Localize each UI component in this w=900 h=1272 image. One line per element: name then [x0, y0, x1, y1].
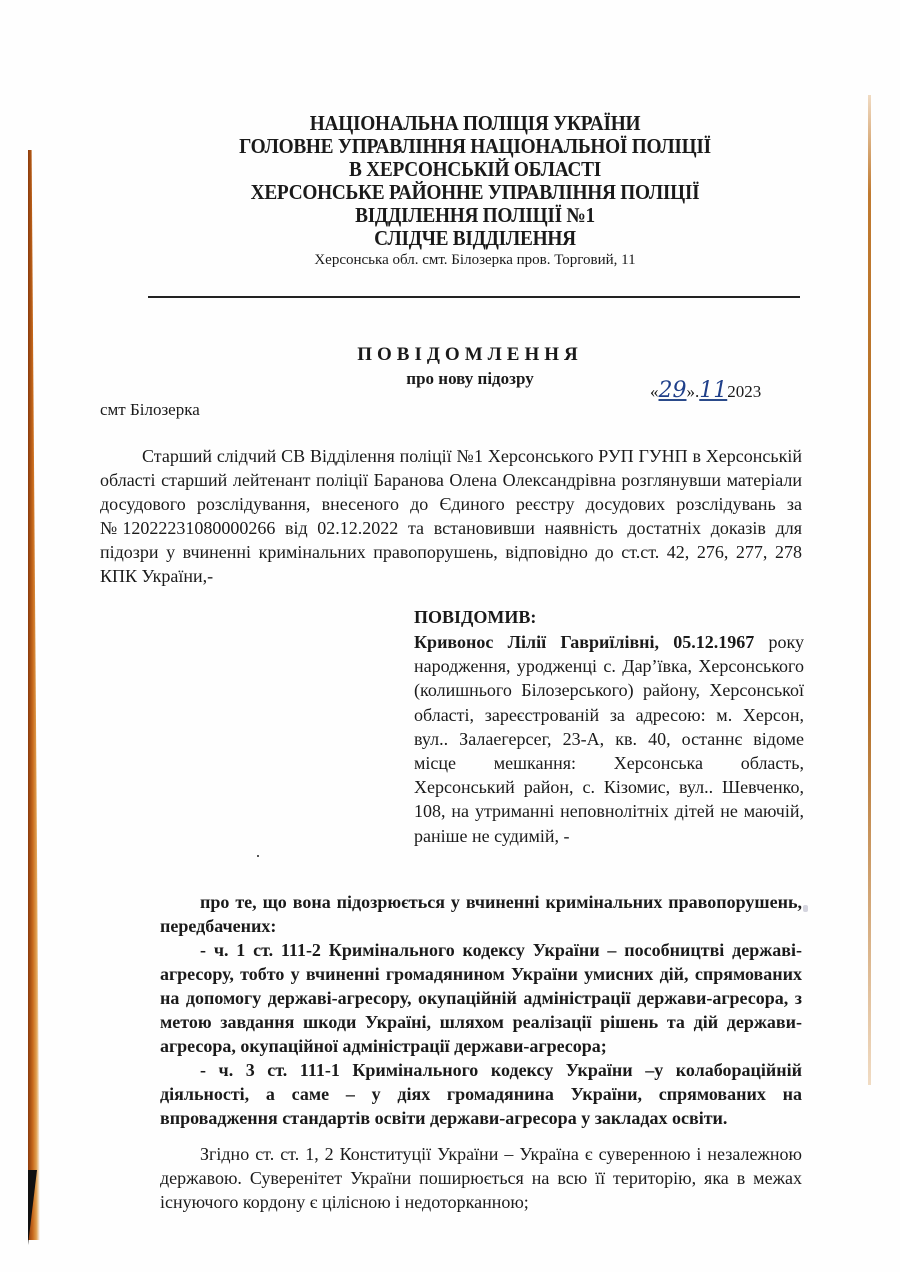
letterhead: [150, 112, 800, 269]
constitution-paragraph: Згідно ст. ст. 1, 2 Конституції України – Україна є суверенною і незалежною державою. Суверенітет України поширюється на всю її територію, яка в межах існуючого кордону є цілісною і недоторканною;: [160, 1144, 802, 1212]
scan-edge-left: [28, 150, 40, 1240]
notified-label: ПОВІДОМИВ:: [414, 607, 537, 627]
letterhead-line: В ХЕРСОНСЬКІЙ ОБЛАСТІ: [349, 157, 601, 181]
document-subtitle: про нову підозру: [406, 369, 534, 388]
charge-item: - ч. 1 ст. 111-2 Кримінального кодексу України – пособництві державі-агресору, тобто у вчиненні громадянином України умисних дій, спрямованих на допомогу державі-агресору, окупаційній адміністрації держави-агресора, з метою завдання шкоди Україні, шляхом реалізації рішень та дій держави-агресора, окупаційної адміністрації держави-агресора;: [160, 940, 802, 1056]
suspect-details: [414, 630, 804, 848]
charge-item: - ч. 3 ст. 111-1 Кримінального кодексу України –у колабораційній діяльності, а саме – у діях громадянина України, спрямованих на впровадження стандартів освіти держави-агресора у закладах освіти.: [160, 1060, 802, 1128]
document-date: [650, 378, 761, 403]
scan-edge-right: [868, 95, 871, 1085]
document-title: ПОВІДОМЛЕННЯ: [357, 344, 583, 365]
date-day-handwritten: 29: [658, 378, 687, 403]
document-place: смт Білозерка: [100, 400, 200, 419]
letterhead-line: ГОЛОВНЕ УПРАВЛІННЯ НАЦІОНАЛЬНОЇ ПОЛІЦІЇ: [239, 134, 711, 158]
date-close-quote: ».: [686, 382, 700, 401]
suspicion-intro: про те, що вона підозрюється у вчиненні кримінальних правопорушень, передбачених:: [160, 892, 802, 936]
letterhead-divider: [148, 296, 800, 298]
date-month-handwritten: 11: [699, 378, 728, 403]
date-year: 2023: [727, 382, 762, 401]
letterhead-line: СЛІДЧЕ ВІДДІЛЕННЯ: [374, 226, 576, 250]
intro-paragraph: Старший слідчий СВ Відділення поліції №1 Херсонського РУП ГУНП в Херсонській області старший лейтенант поліції Баранова Олена Олександрівна розглянувши матеріали досудового розслідування, внесеного до Єдиного реєстру досудових розслідувань за №12022231080000266 від 02.12.2022 та встановивши наявність достатніх доказів для підозри у вчиненні кримінальних правопорушень, відповідно до ст.ст. 42, 276, 277, 278 КПК України,-: [100, 446, 802, 586]
letterhead-line: ХЕРСОНСЬКЕ РАЙОННЕ УПРАВЛІННЯ ПОЛІЦІЇ: [250, 180, 700, 204]
suspect-name: Кривонос Лілії Гавриїлівні, 05.12.1967: [414, 632, 755, 652]
scan-speck: [257, 855, 259, 857]
letterhead-address: Херсонська обл. смт. Білозерка пров. Торговий, 11: [314, 252, 636, 268]
letterhead-line: НАЦІОНАЛЬНА ПОЛІЦІЯ УКРАЇНИ: [309, 111, 641, 135]
suspect-info: року народження, уродженці с. Дар’ївка, Херсонського (колишнього Білозерського) району, Херсонської області, зареєстрованій за адресою: м. Херсон, вул.. Залаегерсег, 23-А, кв. 40, останнє відоме місце мешкання: Херсонська область, Херсонський район, с. Кізомис, вул.. Шевченко, 108, на утриманні неповнолітніх дітей не маючій, раніше не судимій, -: [414, 632, 804, 846]
letterhead-line: ВІДДІЛЕННЯ ПОЛІЦІЇ №1: [355, 203, 595, 227]
scan-smudge: [803, 905, 808, 912]
date-open-quote: «: [650, 382, 659, 401]
charges-block: [160, 890, 802, 1130]
